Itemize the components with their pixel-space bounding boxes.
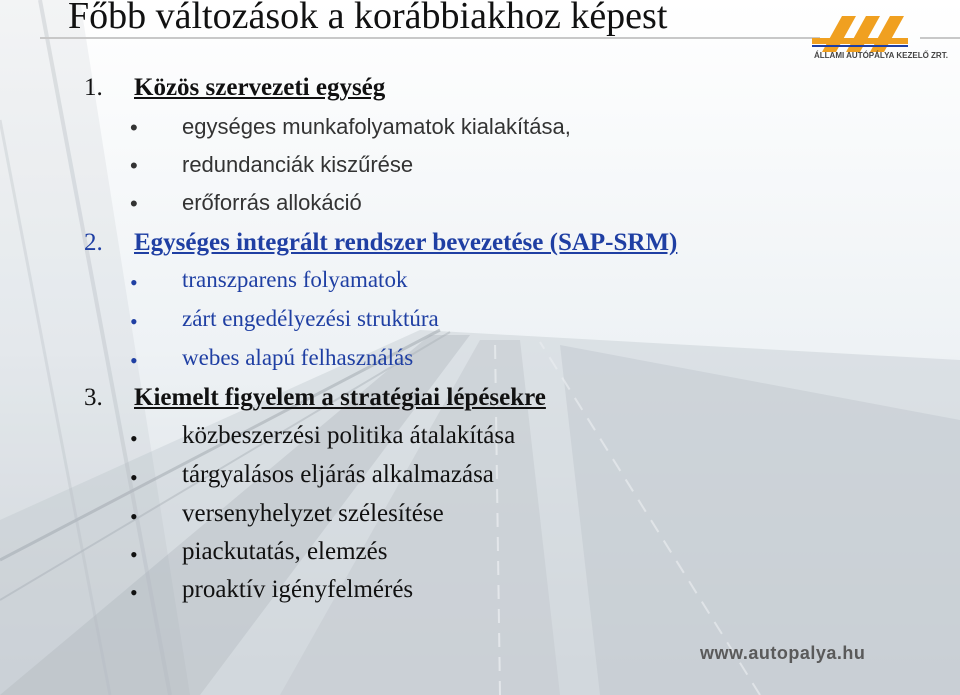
list-item: zárt engedélyezési struktúra [182,306,439,331]
section-number: 3. [84,384,103,411]
section-heading: Közös szervezeti egység [134,74,386,101]
bullet-icon: • [130,309,138,334]
list-item: közbeszerzési politika átalakítása [182,422,516,449]
list-item: webes alapú felhasználás [182,345,414,370]
list-item: tárgyalásos eljárás alkalmazása [182,461,494,488]
list-item: erőforrás allokáció [182,190,362,215]
bullet-icon: • [130,153,138,178]
list-item: piackutatás, elemzés [182,538,388,565]
bullet-icon: • [130,348,138,373]
website-url: www.autopalya.hu [700,643,866,663]
bullet-icon: • [130,465,138,490]
bullet-icon: • [130,504,138,529]
list-item: transzparens folyamatok [182,267,408,292]
list-item: versenyhelyzet szélesítése [182,500,444,527]
list-item: redundanciák kiszűrése [182,152,414,177]
bullet-icon: • [130,270,138,295]
bullet-icon: • [130,580,138,605]
logo-company-name: ÁLLAMI AUTÓPÁLYA KEZELŐ ZRT. [814,51,948,60]
bullet-icon: • [130,115,138,140]
bullet-icon: • [130,426,138,451]
list-item: egységes munkafolyamatok kialakítása, [182,114,571,139]
section-heading: Kiemelt figyelem a stratégiai lépésekre [134,384,546,411]
section-heading: Egységes integrált rendszer bevezetése (SAP-SRM) [134,229,678,256]
page-title: Főbb változások a korábbiakhoz képest [68,0,668,37]
list-item: proaktív igényfelmérés [182,576,414,603]
bullet-icon: • [130,542,138,567]
bullet-icon: • [130,191,138,216]
section-number: 2. [84,229,103,256]
section-number: 1. [84,74,103,101]
